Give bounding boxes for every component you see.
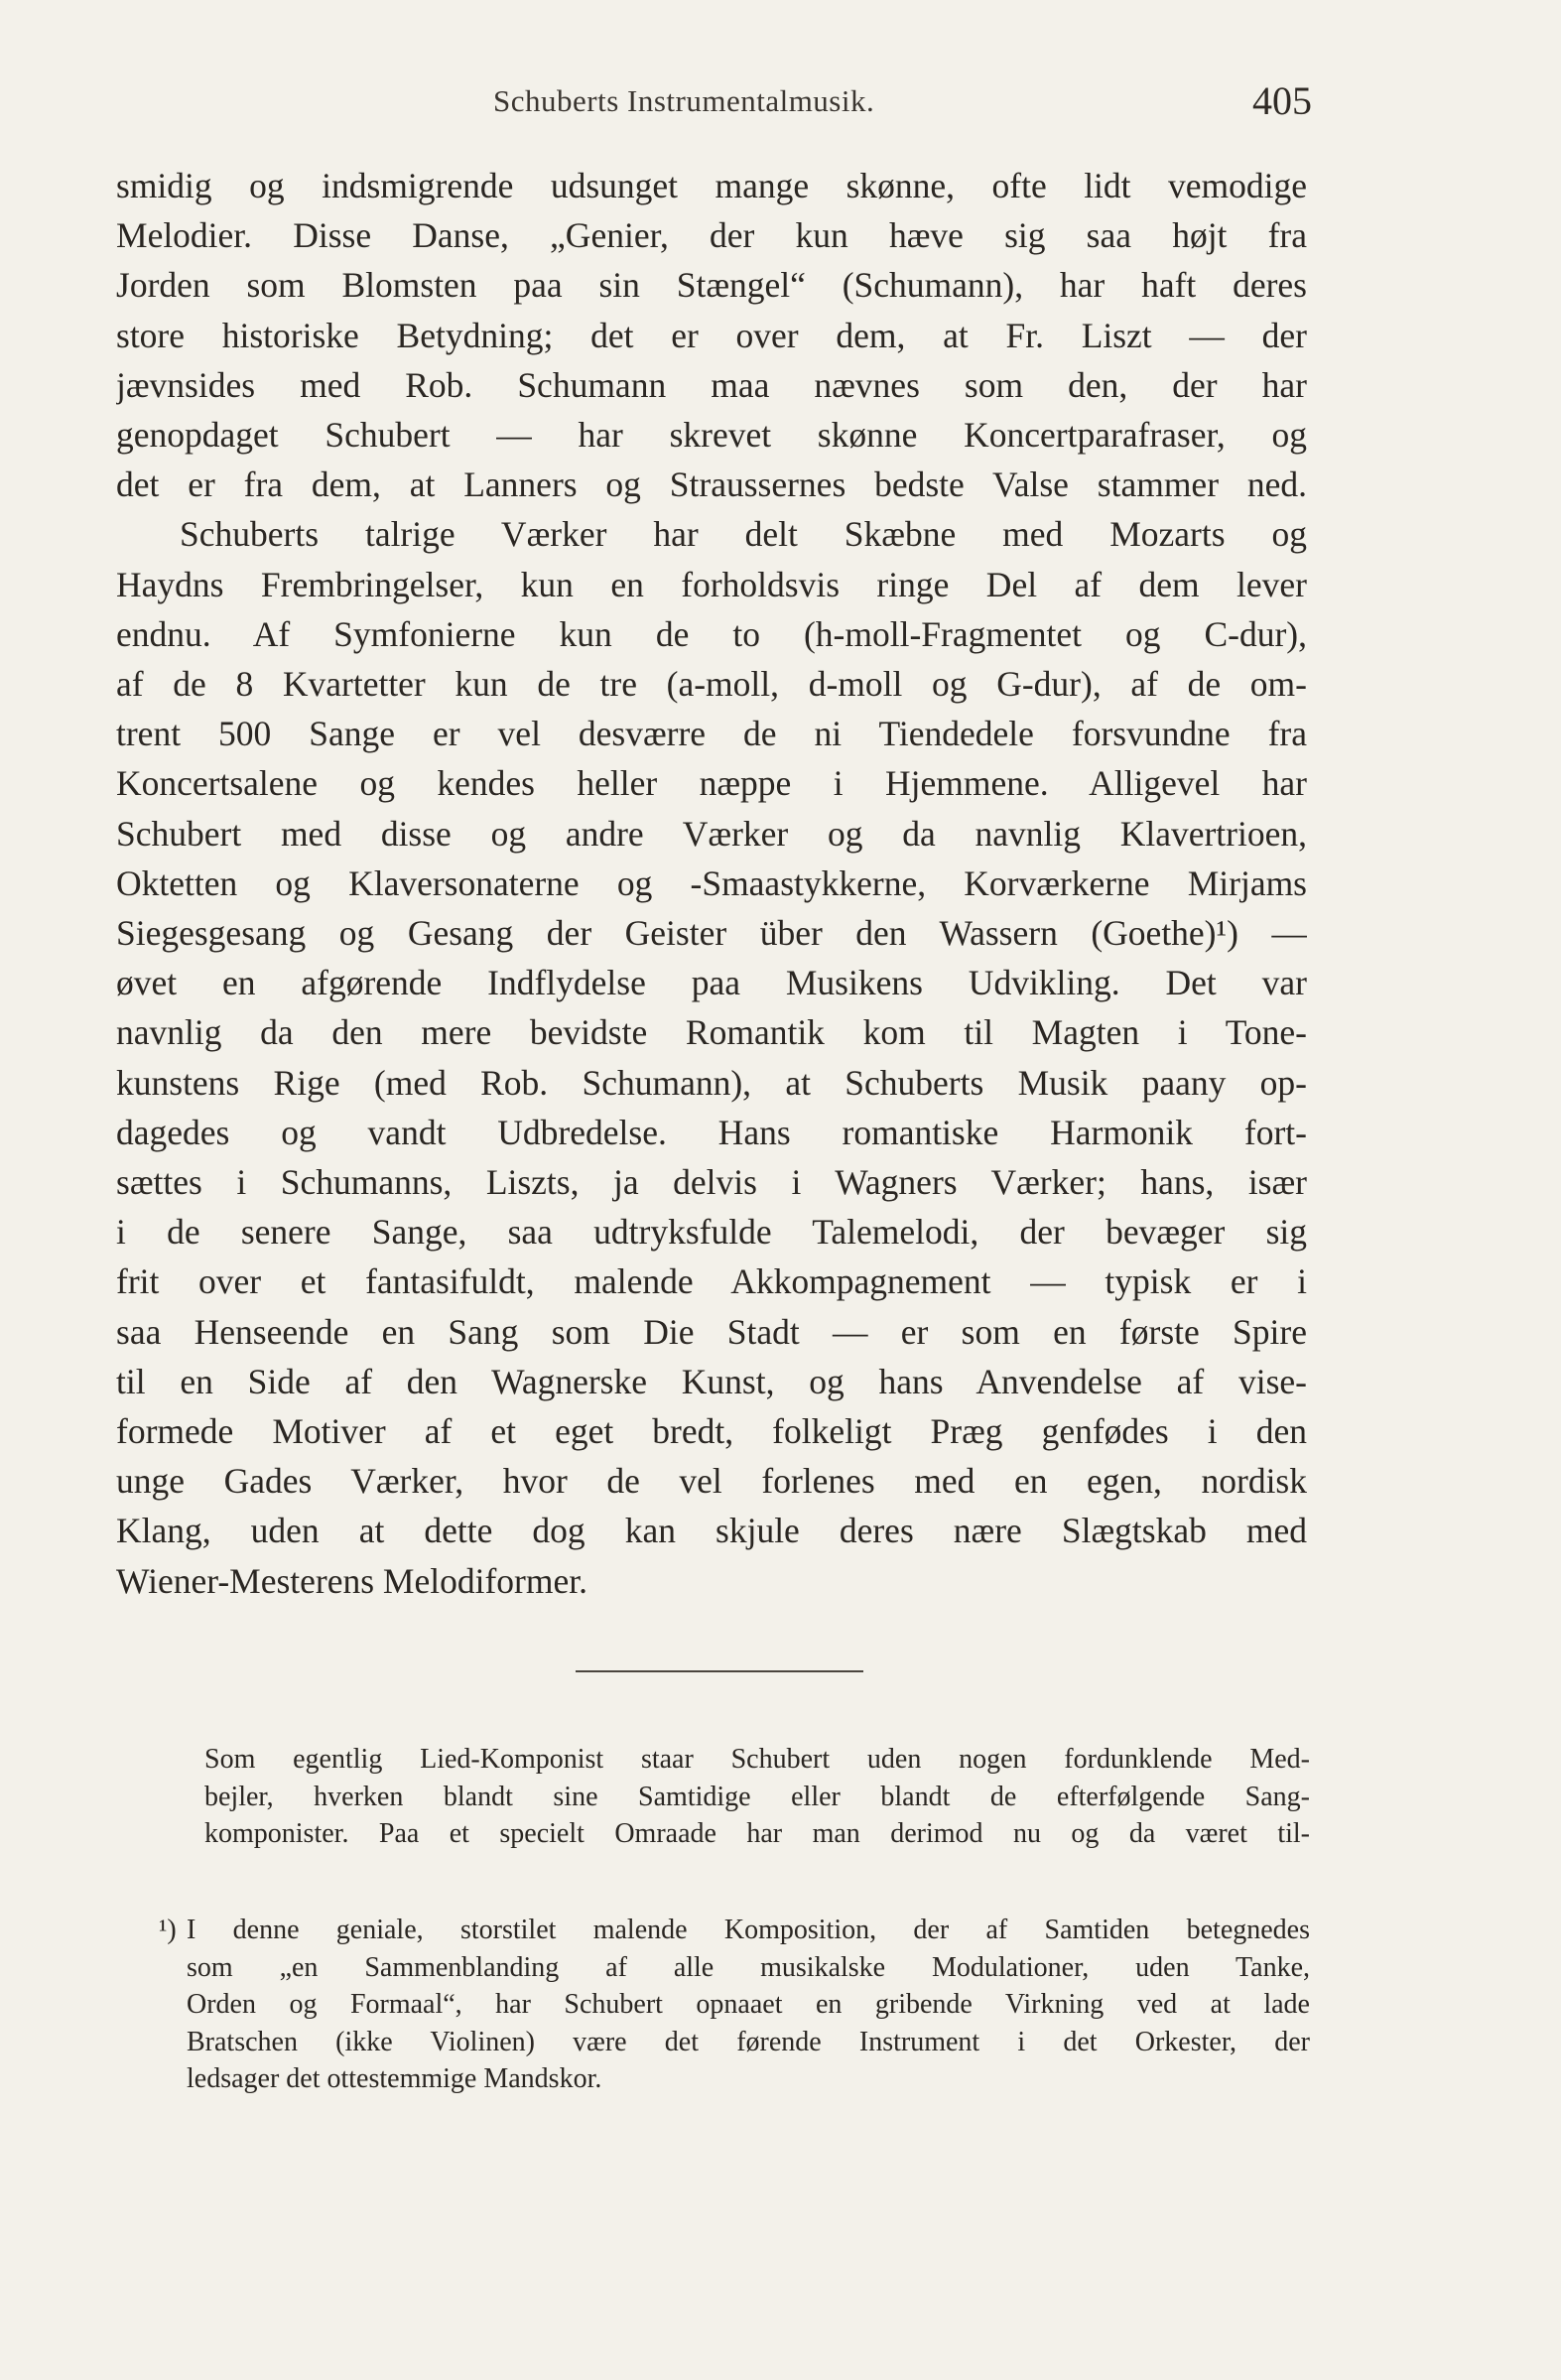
body-line: af de 8 Kvartetter kun de tre (a-moll, d-moll og G-dur), af de om- <box>116 664 1307 705</box>
body-line: sættes i Schumanns, Liszts, ja delvis i Wagners Værker; hans, især <box>116 1162 1307 1203</box>
section-divider <box>576 1670 863 1672</box>
body-line: trent 500 Sange er vel desværre de ni Tiendedele forsvundne fra <box>116 714 1307 754</box>
page-number: 405 <box>1252 78 1312 123</box>
body-line: Koncertsalene og kendes heller næppe i Hjemmene. Alligevel har <box>116 763 1307 804</box>
small-print-line: komponister. Paa et specielt Omraade har man derimod nu og da været til- <box>204 1818 1310 1849</box>
body-line: genopdaget Schubert — har skrevet skønne Koncertparafraser, og <box>116 415 1307 456</box>
small-print-line: bejler, hverken blandt sine Samtidige eller blandt de efterfølgende Sang- <box>204 1781 1310 1812</box>
footnote-line: ledsager det ottestemmige Mandskor. <box>187 2063 602 2094</box>
body-line: øvet en afgørende Indflydelse paa Musikens Udvikling. Det var <box>116 963 1307 1003</box>
body-line: Oktetten og Klaversonaterne og -Smaastykkerne, Korværkerne Mirjams <box>116 862 1307 903</box>
body-line: frit over et fantasifuldt, malende Akkompagnement — typisk er i <box>116 1261 1307 1302</box>
footnote-line: Orden og Formaal“, har Schubert opnaaet en gribende Virkning ved at lade <box>187 1989 1310 2020</box>
footnote-marker: ¹) <box>159 1915 177 1945</box>
body-line: endnu. Af Symfonierne kun de to (h-moll-Fragmentet og C-dur), <box>116 613 1307 654</box>
body-line: dagedes og vandt Udbredelse. Hans romantiske Harmonik fort- <box>116 1112 1307 1152</box>
body-line: formede Motiver af et eget bredt, folkeligt Præg genfødes i den <box>116 1411 1307 1452</box>
small-print-paragraph <box>204 1741 1310 1853</box>
footnote-line: Bratschen (ikke Violinen) være det førende Instrument i det Orkester, der <box>187 2026 1310 2057</box>
body-line: Schubert med disse og andre Værker og da navnlig Klavertrioen, <box>116 813 1307 854</box>
body-line: Wiener-Mesterens Melodiformer. <box>116 1560 587 1601</box>
body-line: Schuberts talrige Værker har delt Skæbne med Mozarts og <box>180 514 1307 555</box>
body-line: Siegesgesang og Gesang der Geister über den Wassern (Goethe)¹) — <box>116 913 1307 954</box>
footnote <box>159 1912 1310 2098</box>
footnote-line: som „en Sammenblanding af alle musikalske Modulationer, uden Tanke, <box>187 1951 1310 1983</box>
page-header <box>116 77 1312 127</box>
body-line: kunstens Rige (med Rob. Schumann), at Schuberts Musik paany op- <box>116 1062 1307 1103</box>
main-body-text <box>116 161 1307 1606</box>
body-line: saa Henseende en Sang som Die Stadt — er som en første Spire <box>116 1311 1307 1352</box>
body-line: det er fra dem, at Lanners og Straussernes bedste Valse stammer ned. <box>116 464 1307 505</box>
body-line: til en Side af den Wagnerske Kunst, og hans Anvendelse af vise- <box>116 1361 1307 1401</box>
body-line: Haydns Frembringelser, kun en forholdsvis ringe Del af dem lever <box>116 564 1307 604</box>
small-print-line: Som egentlig Lied-Komponist staar Schubert uden nogen fordunklende Med- <box>204 1744 1310 1775</box>
body-line: Jorden som Blomsten paa sin Stængel“ (Schumann), har haft deres <box>116 265 1307 306</box>
body-line: jævnsides med Rob. Schumann maa nævnes som den, der har <box>116 364 1307 405</box>
body-line: store historiske Betydning; det er over dem, at Fr. Liszt — der <box>116 315 1307 355</box>
body-line: navnlig da den mere bevidste Romantik kom til Magten i Tone- <box>116 1012 1307 1053</box>
running-title: Schuberts Instrumentalmusik. <box>493 83 875 118</box>
footnote-line-text: I denne geniale, storstilet malende Komposition, der af Samtiden betegnedes <box>187 1915 1310 1945</box>
body-line: unge Gades Værker, hvor de vel forlenes med en egen, nordisk <box>116 1461 1307 1502</box>
body-line: i de senere Sange, saa udtryksfulde Talemelodi, der bevæger sig <box>116 1212 1307 1253</box>
body-line: Melodier. Disse Danse, „Genier, der kun hæve sig saa højt fra <box>116 215 1307 256</box>
body-line: Klang, uden at dette dog kan skjule deres nære Slægtskab med <box>116 1511 1307 1551</box>
footnote-line <box>159 1912 1310 1949</box>
body-line: smidig og indsmigrende udsunget mange skønne, ofte lidt vemodige <box>116 166 1307 205</box>
